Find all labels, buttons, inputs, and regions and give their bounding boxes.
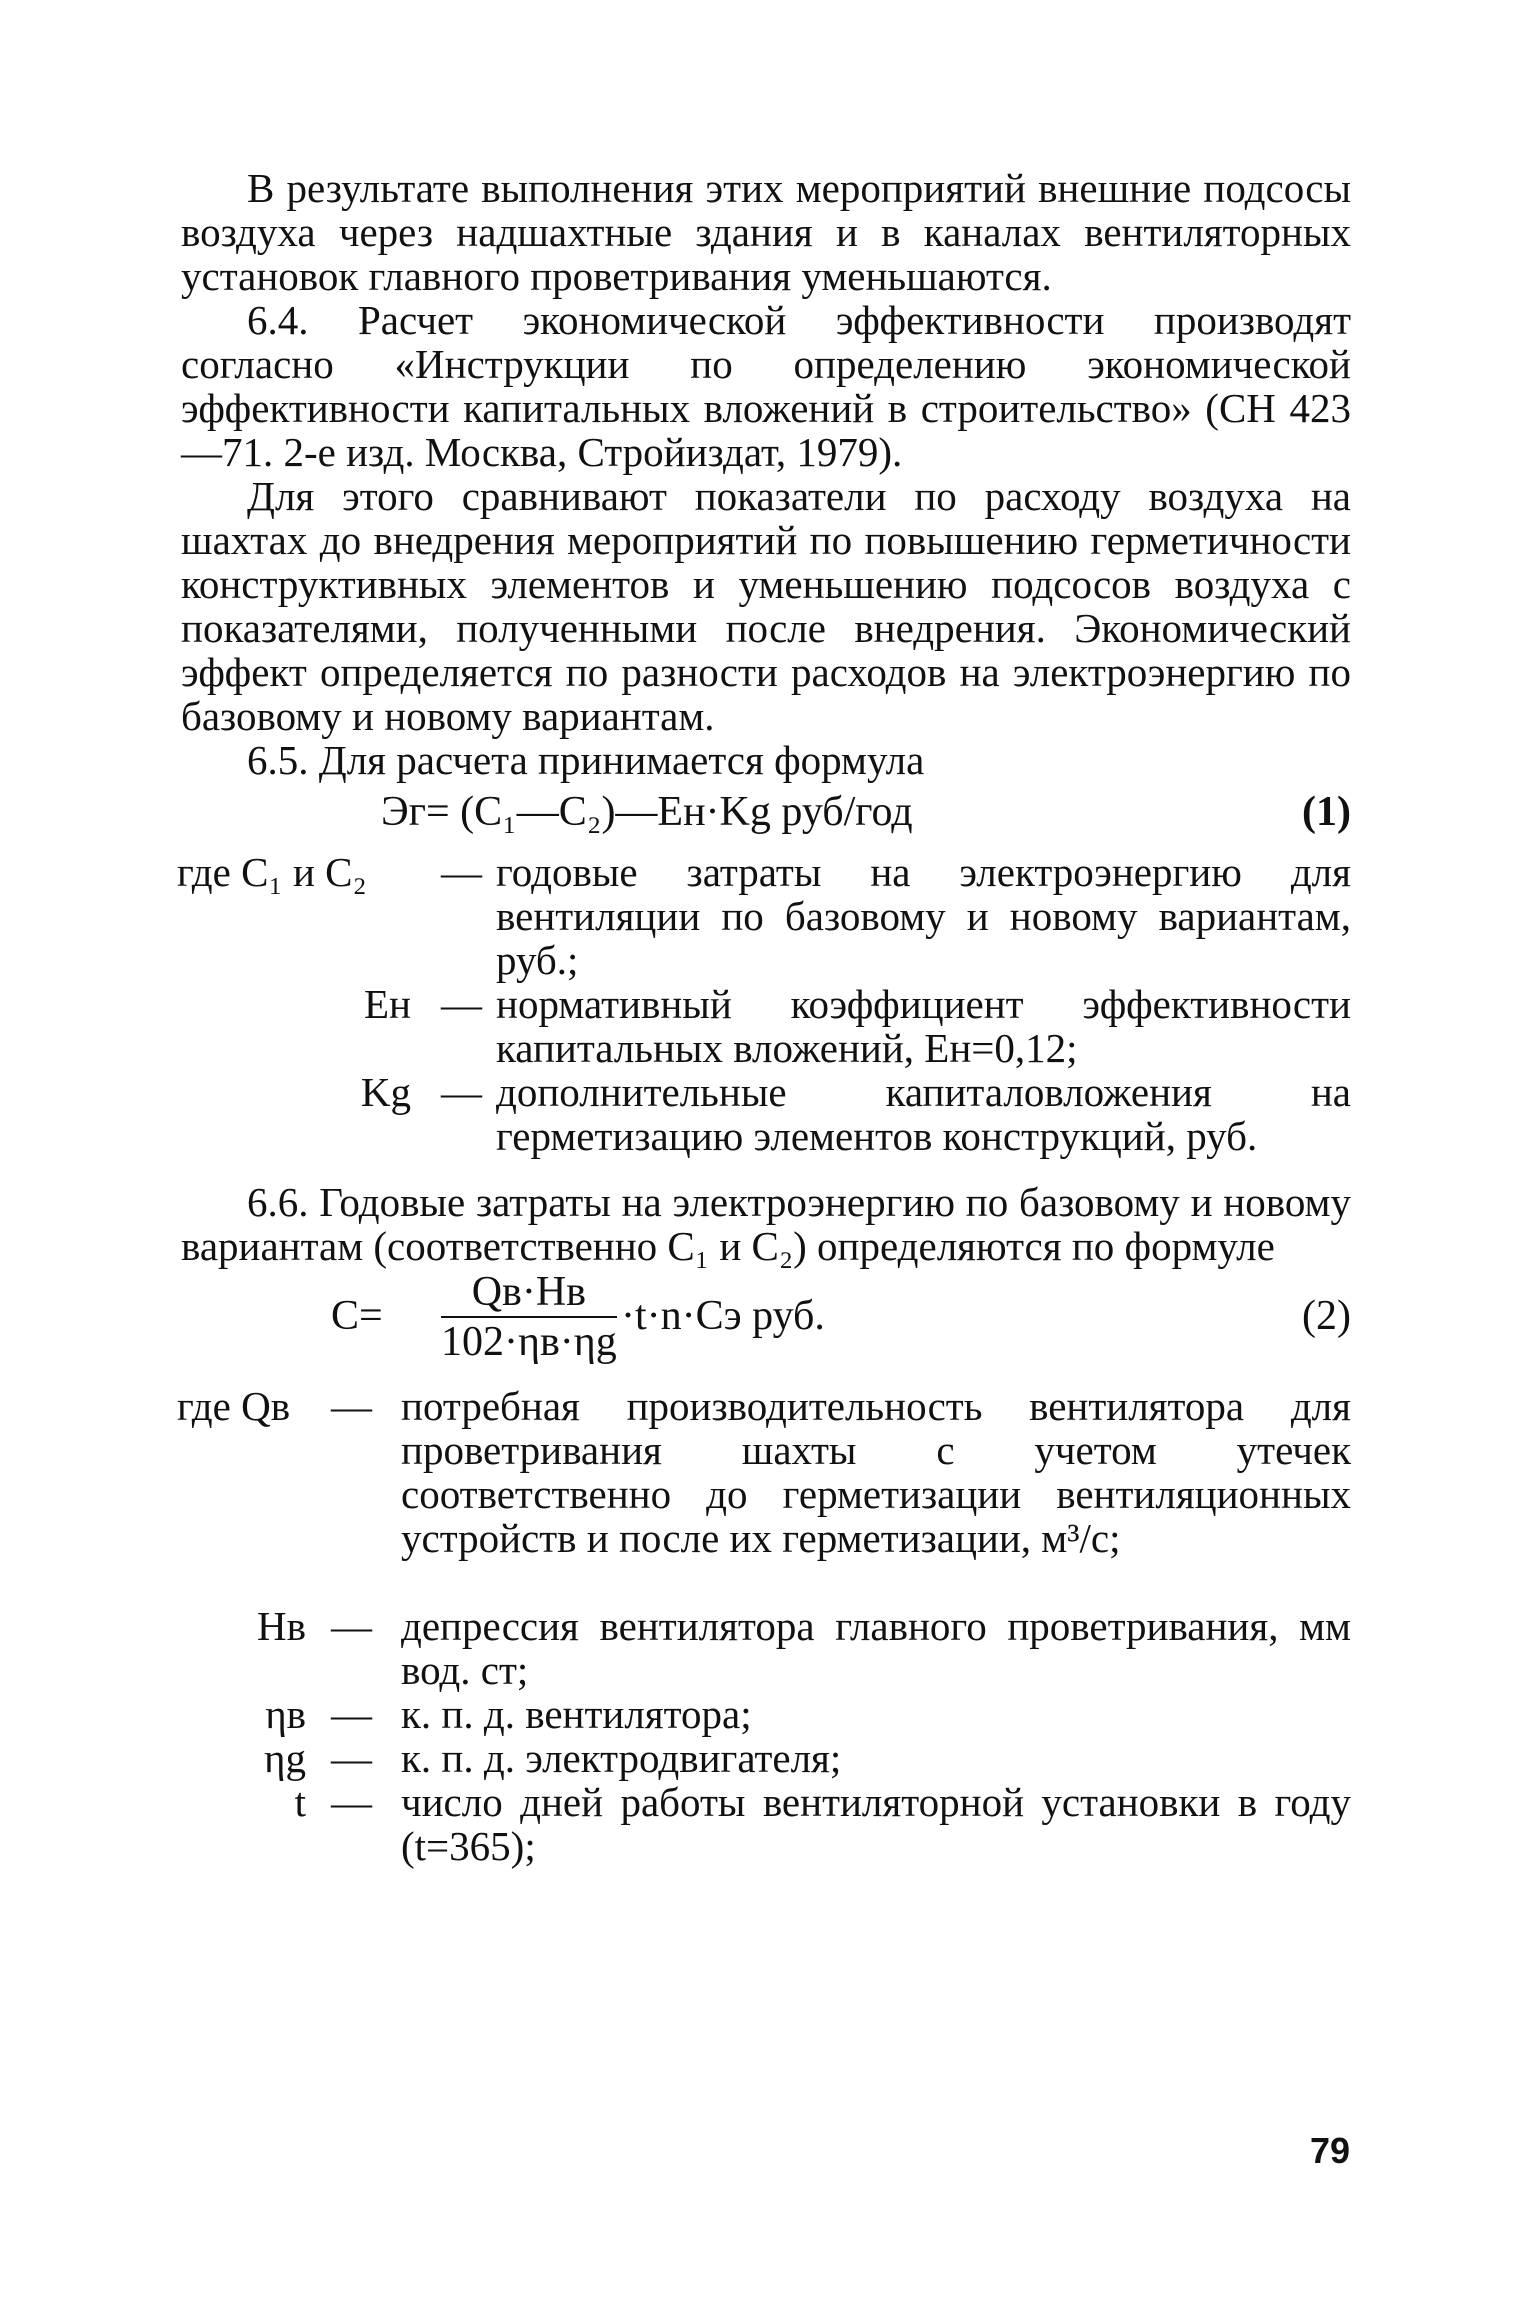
definition-text: нормативный коэффициент эффективности капитальных вложений, Eн=0,12;: [496, 981, 1351, 1071]
formula-2-number: (2): [1302, 1293, 1351, 1339]
definitions-2: [177, 1383, 1351, 1869]
paragraph-3: Для этого сравнивают показатели по расходу воздуха на шахтах до внедрения мероприятий по повышению герметичности конструктивных элементов и уменьшению подсосов воздуха с показателями, полученными после внедрения. Экономический эффект определяется по разности расходов на электроэнергию по базовому и новому вариантам.: [181, 473, 1351, 739]
definition-kg: [181, 1070, 1351, 1158]
definition-qv: [177, 1383, 1351, 1604]
definition-symbol: t: [294, 1779, 306, 1825]
definition-dash: —: [441, 849, 482, 895]
formula-1-expression: Эг= (C₁—C₂)—Eн·Kg руб/год: [381, 789, 913, 835]
definition-text: к. п. д. вентилятора;: [401, 1691, 752, 1737]
formula-1-number: (1): [1302, 789, 1351, 835]
formula-2-lhs: C=: [331, 1293, 383, 1339]
definition-dash: —: [331, 1779, 372, 1825]
paragraph-6-5: 6.5. Для расчета принимается формула: [247, 737, 925, 783]
formula-1: [181, 782, 1351, 842]
definition-dash: —: [441, 1069, 482, 1115]
page-number: 79: [1310, 2130, 1351, 2171]
definition-symbol: ηg: [264, 1735, 306, 1781]
definition-text: число дней работы вентиляторной установки в году (t=365);: [401, 1779, 1351, 1869]
paragraph-6-4: 6.4. Расчет экономической эффективности производят согласно «Инструкции по определению экономической эффективности капитальных вложений в строительство» (СН 423—71. 2-е изд. Москва, Стройиздат, 1979).: [181, 297, 1351, 475]
definition-hv: [181, 1604, 1351, 1692]
definition-dash: —: [441, 981, 482, 1027]
definition-text: к. п. д. электродвигателя;: [401, 1735, 842, 1781]
definition-text: дополнительные капиталовложения на герметизацию элементов конструкций, руб.: [496, 1069, 1351, 1159]
definition-text: потребная производительность вентилятора для проветривания шахты с учетом утечек соответственно до герметизации вентиляционных устройств и после их герметизации, м³/с;: [401, 1383, 1351, 1561]
formula-2-denominator: 102·ηв·ηg: [441, 1319, 617, 1365]
definition-text: депрессия вентилятора главного проветривания, мм вод. ст;: [401, 1603, 1351, 1693]
text-column: [177, 165, 1351, 1869]
definition-dash: —: [331, 1691, 372, 1737]
definition-c1-c2: [177, 849, 1351, 983]
definition-en: [181, 982, 1351, 1070]
paragraph-6-6: 6.6. Годовые затраты на электроэнергию по базовому и новому вариантам (соответственно C₁ и C₂) определяются по формуле: [181, 1179, 1351, 1269]
formula-2-fraction: [441, 1270, 617, 1364]
definition-eta-g: [181, 1736, 1351, 1780]
paragraph-1: В результате выполнения этих мероприятий внешние подсосы воздуха через надшахтные здания и в каналах вентиляторных установок главного проветривания уменьшаются.: [181, 165, 1351, 299]
definition-t: [181, 1780, 1351, 1868]
definition-eta-v: [181, 1692, 1351, 1736]
definition-text: годовые затраты на электроэнергию для вентиляции по базовому и новому вариантам, руб.;: [496, 849, 1351, 983]
definition-symbol: где C₁ и C₂: [177, 849, 367, 895]
definition-symbol: ηв: [265, 1691, 306, 1737]
definition-dash: —: [331, 1603, 372, 1649]
definition-symbol: Kg: [360, 1069, 411, 1115]
fraction-bar: [441, 1316, 617, 1318]
definition-symbol: Hв: [257, 1603, 306, 1649]
formula-2-rhs: ·t·n·Cэ руб.: [621, 1293, 825, 1339]
definition-symbol: Eн: [364, 981, 411, 1027]
definition-dash: —: [331, 1735, 372, 1781]
formula-2: [181, 1268, 1351, 1384]
definition-dash: —: [331, 1383, 372, 1429]
definition-symbol: где Qв: [177, 1383, 291, 1429]
definitions-1: [177, 849, 1351, 1159]
formula-2-numerator: Qв·Hв: [471, 1269, 587, 1315]
